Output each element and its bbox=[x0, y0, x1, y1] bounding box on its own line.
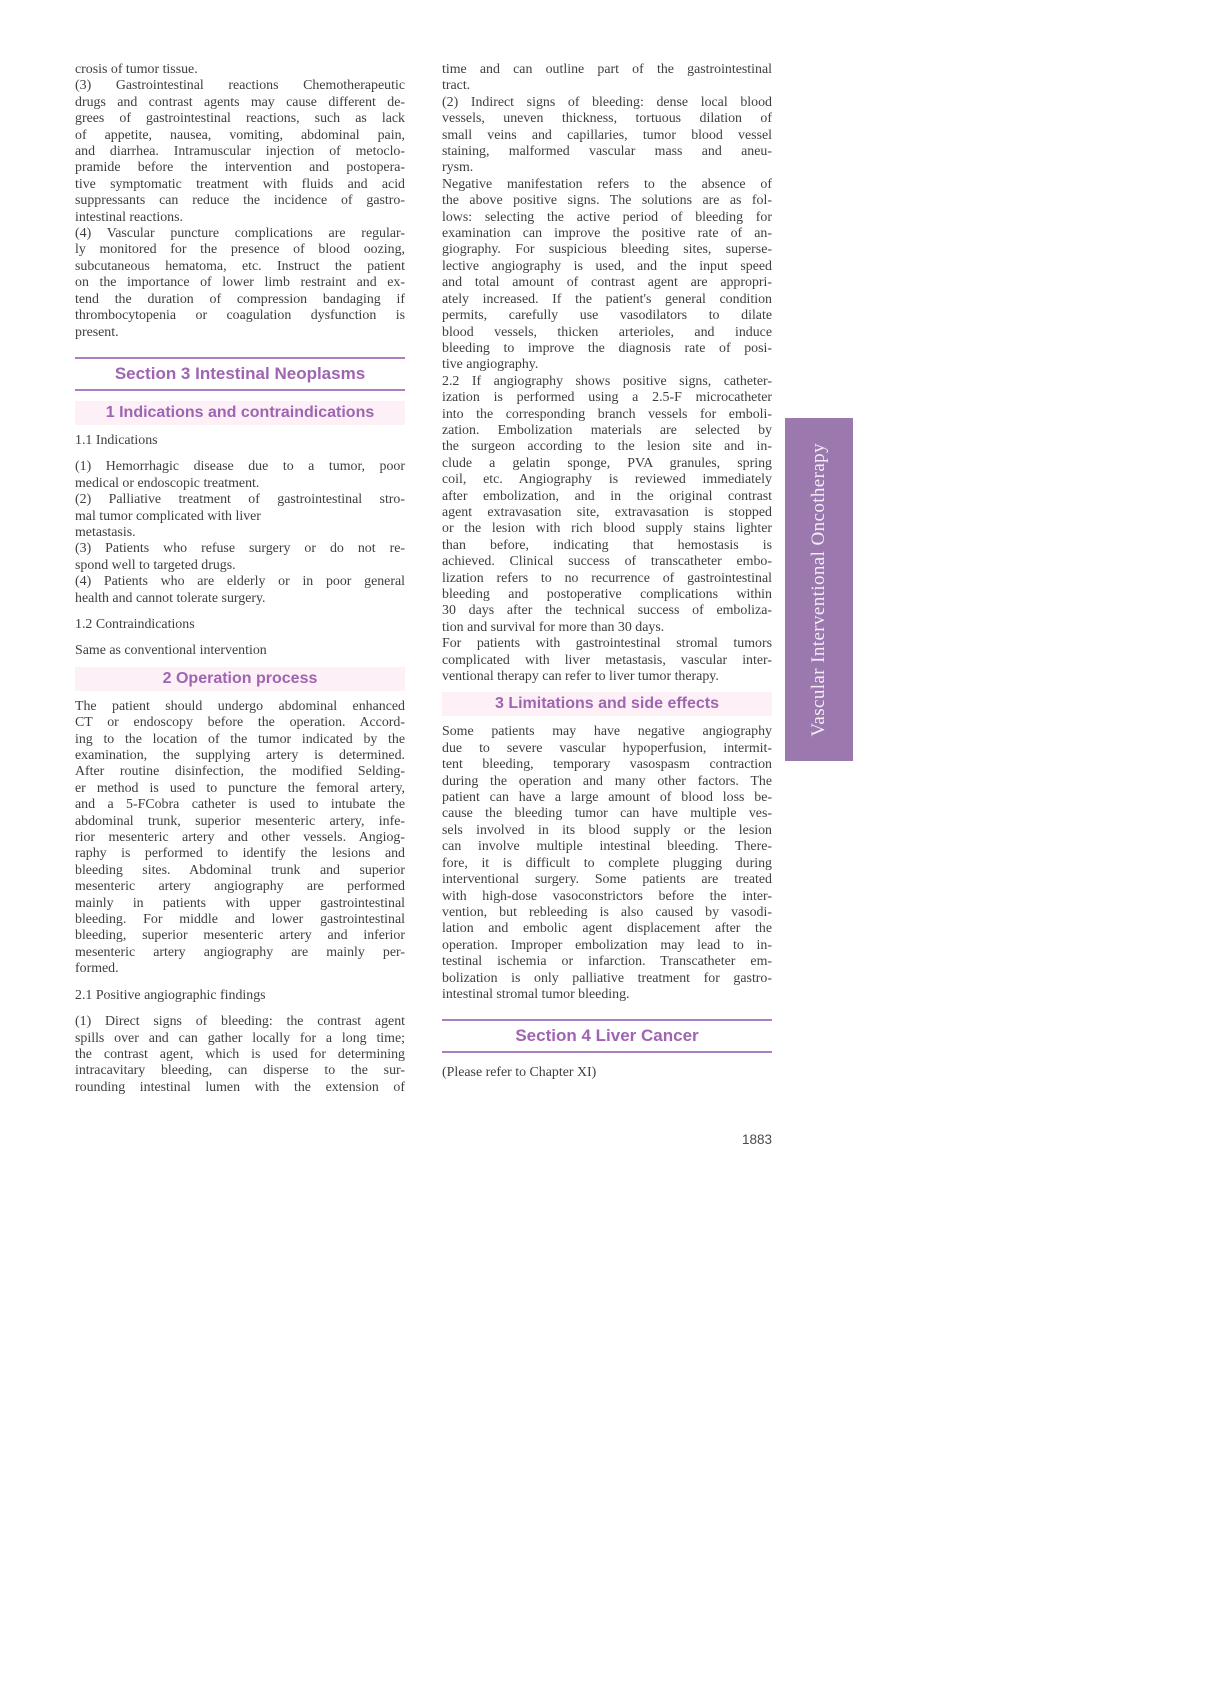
text-line: intracavitary bleeding, can disperse to the sur- bbox=[75, 1063, 405, 1079]
text-line: (2) Indirect signs of bleeding: dense local blood bbox=[442, 94, 772, 110]
text-line: pramide before the intervention and postopera- bbox=[75, 160, 405, 176]
text-line: after embolization, and in the original contrast bbox=[442, 488, 772, 504]
text-line: or the lesion with rich blood supply stains lighter bbox=[442, 521, 772, 537]
text-line: lation and embolic agent displacement after the bbox=[442, 921, 772, 937]
text-line: of appetite, nausea, vomiting, abdominal pain, bbox=[75, 127, 405, 143]
text-line: the surgeon according to the lesion site and in- bbox=[442, 439, 772, 455]
text-line: bleeding. For middle and lower gastrointestinal bbox=[75, 912, 405, 928]
page-number: 1883 bbox=[741, 1132, 772, 1147]
text-line: ing to the location of the tumor indicated by the bbox=[75, 731, 405, 747]
text-line: vention, but rebleeding is also caused by vasodi- bbox=[442, 904, 772, 920]
text-line: er method is used to puncture the femoral artery, bbox=[75, 780, 405, 796]
text-line: spond well to targeted drugs. bbox=[75, 557, 236, 573]
text-line: during the operation and many other factors. The bbox=[442, 773, 772, 789]
text-line: vessels, uneven thickness, tortuous dilation of bbox=[442, 111, 772, 127]
text-line: mesenteric artery angiography are mainly per- bbox=[75, 944, 405, 960]
text-line: than before, indicating that hemostasis is bbox=[442, 537, 772, 553]
paragraph bbox=[442, 1065, 772, 1081]
text-line: time and can outline part of the gastrointestinal bbox=[442, 62, 772, 77]
text-line: tion and survival for more than 30 days. bbox=[442, 619, 665, 635]
text-line: lization refers to no recurrence of gastrointestinal bbox=[442, 570, 772, 586]
text-line: ly monitored for the presence of blood oozing, bbox=[75, 242, 405, 258]
text-line: Same as conventional intervention bbox=[75, 643, 267, 659]
text-line: and a 5-FCobra catheter is used to intubate the bbox=[75, 797, 405, 813]
text-line: coil, etc. Angiography is reviewed immediately bbox=[442, 472, 772, 488]
paragraph bbox=[75, 699, 405, 978]
text-line: tive angiography. bbox=[442, 357, 539, 373]
chapter-side-tab-label: Vascular Interventional Oncotherapy bbox=[808, 442, 829, 737]
text-line: crosis of tumor tissue. bbox=[75, 62, 198, 77]
text-line: grees of gastrointestinal reactions, such as lack bbox=[75, 111, 405, 127]
text-line: zation. Embolization materials are selected by bbox=[442, 422, 772, 438]
text-line: due to severe vascular hypoperfusion, intermit- bbox=[442, 740, 772, 756]
text-line: medical or endoscopic treatment. bbox=[75, 475, 260, 491]
page-content bbox=[75, 58, 772, 1096]
subsection-header: 2 Operation process bbox=[75, 667, 405, 691]
paragraph bbox=[75, 1014, 405, 1096]
left-column bbox=[75, 58, 405, 1096]
text-line: on the importance of lower limb restraint and ex- bbox=[75, 275, 405, 291]
section-header: Section 4 Liver Cancer bbox=[442, 1019, 772, 1053]
text-line: thrombocytopenia or coagulation dysfunction is bbox=[75, 308, 405, 324]
text-line: ization is performed using a 2.5-F microcatheter bbox=[442, 390, 772, 406]
paragraph bbox=[75, 617, 405, 633]
text-line: mal tumor complicated with liver bbox=[75, 508, 261, 524]
paragraph bbox=[75, 459, 405, 607]
text-line: drugs and contrast agents may cause different de- bbox=[75, 94, 405, 110]
paragraph bbox=[75, 988, 405, 1004]
text-line: 1.2 Contraindications bbox=[75, 616, 195, 632]
text-line: mesenteric artery angiography are performed bbox=[75, 879, 405, 895]
text-line: (3) Patients who refuse surgery or do not re- bbox=[75, 541, 405, 557]
text-line: rounding intestinal lumen with the extension of bbox=[75, 1079, 405, 1095]
text-line: present. bbox=[75, 324, 119, 340]
text-line: 2.2 If angiography shows positive signs, catheter- bbox=[442, 373, 772, 389]
text-line: After routine disinfection, the modified Selding- bbox=[75, 764, 405, 780]
section-header: Section 3 Intestinal Neoplasms bbox=[75, 357, 405, 391]
text-line: and total amount of contrast agent are appropri- bbox=[442, 275, 772, 291]
text-line: The patient should undergo abdominal enhanced bbox=[75, 698, 405, 714]
text-line: (2) Palliative treatment of gastrointestinal stro- bbox=[75, 492, 405, 508]
text-line: operation. Improper embolization may lead to in- bbox=[442, 937, 772, 953]
text-line: 30 days after the technical success of emboliza- bbox=[442, 603, 772, 619]
paragraph bbox=[442, 724, 772, 1003]
text-line: Negative manifestation refers to the absence of bbox=[442, 176, 772, 192]
text-line: testinal ischemia or infarction. Transcatheter em- bbox=[442, 954, 772, 970]
text-line: fore, it is difficult to complete plugging during bbox=[442, 855, 772, 871]
text-line: tive symptomatic treatment with fluids and acid bbox=[75, 176, 405, 192]
text-line: 1.1 Indications bbox=[75, 432, 158, 448]
text-line: mainly in patients with upper gastrointestinal bbox=[75, 895, 405, 911]
text-line: CT or endoscopy before the operation. Accord- bbox=[75, 715, 405, 731]
text-line: spills over and can gather locally for a long time; bbox=[75, 1030, 405, 1046]
text-line: blood vessels, thicken arterioles, and induce bbox=[442, 324, 772, 340]
text-line: can involve multiple intestinal bleeding. There- bbox=[442, 839, 772, 855]
text-line: bleeding and postoperative complications within bbox=[442, 587, 772, 602]
text-line: bleeding to improve the diagnosis rate of posi- bbox=[442, 340, 772, 356]
text-line: rysm. bbox=[442, 160, 474, 176]
text-line: sels involved in its blood supply or the lesion bbox=[442, 822, 772, 838]
text-line: raphy is performed to identify the lesions and bbox=[75, 846, 405, 862]
subsection-header: 1 Indications and contraindications bbox=[75, 401, 405, 425]
right-column bbox=[442, 58, 772, 1096]
text-line: the contrast agent, which is used for determining bbox=[75, 1046, 405, 1062]
text-line: (4) Patients who are elderly or in poor general bbox=[75, 574, 405, 590]
text-line: bleeding sites. Abdominal trunk and superior bbox=[75, 862, 405, 878]
text-line: tract. bbox=[442, 78, 471, 94]
text-line: intestinal reactions. bbox=[75, 209, 184, 225]
text-line: tent bleeding, temporary vasospasm contraction bbox=[442, 757, 772, 773]
text-line: and diarrhea. Intramuscular injection of metoclo- bbox=[75, 144, 405, 160]
text-line: lows: selecting the active period of bleeding for bbox=[442, 209, 772, 225]
text-line: permits, carefully use vasodilators to dilate bbox=[442, 308, 772, 324]
text-line: complicated with liver metastasis, vascular inter- bbox=[442, 652, 772, 668]
text-line: bleeding, superior mesenteric artery and inferior bbox=[75, 928, 405, 944]
text-line: (1) Direct signs of bleeding: the contrast agent bbox=[75, 1014, 405, 1030]
text-line: (Please refer to Chapter XI) bbox=[442, 1065, 597, 1081]
text-line: lective angiography is used, and the input speed bbox=[442, 258, 772, 274]
text-line: abdominal trunk, superior mesenteric artery, infe- bbox=[75, 813, 405, 829]
text-line: small veins and capillaries, tumor blood vessel bbox=[442, 127, 772, 143]
text-line: giography. For suspicious bleeding sites, superse- bbox=[442, 242, 772, 258]
text-line: achieved. Clinical success of transcatheter embo- bbox=[442, 554, 772, 570]
text-line: into the corresponding branch vessels for emboli- bbox=[442, 406, 772, 422]
paragraph bbox=[75, 62, 405, 341]
text-line: (4) Vascular puncture complications are regular- bbox=[75, 226, 405, 242]
text-line: health and cannot tolerate surgery. bbox=[75, 590, 266, 606]
text-line: suppressants can reduce the incidence of gastro- bbox=[75, 193, 405, 209]
text-line: (1) Hemorrhagic disease due to a tumor, poor bbox=[75, 459, 405, 475]
text-line: clude a gelatin sponge, PVA granules, spring bbox=[442, 455, 772, 471]
subsection-header: 3 Limitations and side effects bbox=[442, 692, 772, 716]
text-line: rior mesenteric artery and other vessels. Angiog- bbox=[75, 830, 405, 846]
text-line: patient can have a large amount of blood loss be- bbox=[442, 790, 772, 806]
text-line: 2.1 Positive angiographic findings bbox=[75, 987, 266, 1003]
text-line: For patients with gastrointestinal stromal tumors bbox=[442, 636, 772, 652]
text-line: cause the bleeding tumor can have multiple ves- bbox=[442, 806, 772, 822]
text-line: examination can improve the positive rate of an- bbox=[442, 226, 772, 242]
text-line: with high-dose vasoconstrictors before the inter- bbox=[442, 888, 772, 904]
text-line: staining, malformed vascular mass and aneu- bbox=[442, 144, 772, 160]
text-line: ately increased. If the patient's general condition bbox=[442, 291, 772, 307]
text-line: tend the duration of compression bandaging if bbox=[75, 291, 405, 307]
paragraph bbox=[75, 643, 405, 659]
text-line: examination, the supplying artery is determined. bbox=[75, 748, 405, 763]
paragraph bbox=[442, 62, 772, 685]
text-line: Some patients may have negative angiography bbox=[442, 724, 772, 740]
text-line: formed. bbox=[75, 961, 119, 977]
text-line: the above positive signs. The solutions are as fol- bbox=[442, 193, 772, 209]
text-line: interventional surgery. Some patients are treated bbox=[442, 872, 772, 888]
text-line: agent extravasation site, extravasation is stopped bbox=[442, 504, 772, 520]
text-line: intestinal stromal tumor bleeding. bbox=[442, 986, 630, 1002]
text-line: ventional therapy can refer to liver tumor therapy. bbox=[442, 669, 719, 685]
paragraph bbox=[75, 433, 405, 449]
chapter-side-tab bbox=[785, 418, 853, 761]
text-line: subcutaneous hematoma, etc. Instruct the patient bbox=[75, 258, 405, 274]
text-line: (3) Gastrointestinal reactions Chemotherapeutic bbox=[75, 78, 405, 94]
text-line: metastasis. bbox=[75, 524, 136, 540]
text-line: bolization is only palliative treatment for gastro- bbox=[442, 970, 772, 986]
